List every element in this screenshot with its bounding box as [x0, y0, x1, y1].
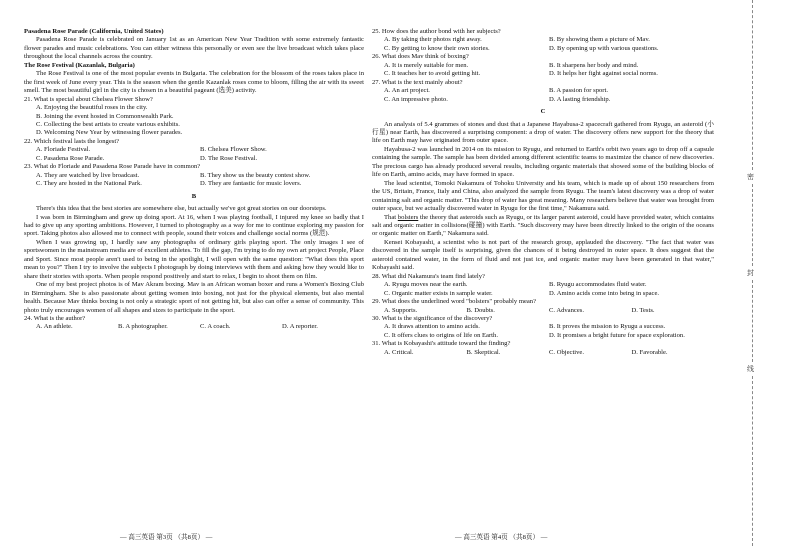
paragraph-b1: There's this idea that the best stories are somewhere else, but actually we've got great stories on our doorsteps. [36, 205, 327, 213]
c4-text-pre: That [384, 213, 398, 221]
question-28: 28. What did Nakamura's team find lately? [372, 272, 485, 280]
c4-text-post: the theory that asteroids such as Ryugu, or its larger parent asteroid, could have provided water, which contains salt and organic matter in collisions(碰撞) with Earth. "Such discovery may have been directly linked to the origin of the oceans or organic matter on Earth," Nakamura said. [372, 213, 715, 238]
paragraph-pasadena: Pasadena Rose Parade is celebrated on January 1st as an American New Year Tradition with some extremely fantastic flower parades and music celebrations. You can either witness this personally or even see the live broadcast which takes place throughout the local channels across the country. [24, 36, 364, 61]
question-25: 25. How does the author bond with her subjects? [372, 28, 501, 35]
option-21b: B. Joining the event hosted in Commonwealth Park. [36, 112, 174, 120]
binding-char-3: 线 [747, 365, 754, 373]
options-23 [24, 172, 364, 189]
right-column [372, 28, 714, 357]
binding-char-1: 密 [747, 173, 754, 181]
option-25c: C. By getting to know their own stories. [384, 44, 490, 52]
underlined-word-bolsters: bolsters [397, 213, 419, 221]
binding-dash-4 [752, 376, 753, 546]
option-26d: D. It helps her fight against social norms. [549, 70, 658, 78]
binding-dash-3 [752, 280, 753, 362]
option-21d: D. Welcoming New Year by witnessing flower parades. [36, 129, 183, 137]
option-29b: B. Doubts. [466, 306, 495, 314]
option-22a: A. Floriade Festival. [36, 146, 91, 154]
option-30a: A. It draws attention to amino acids. [384, 323, 480, 331]
question-31: 31. What is Kobayashi's attitude toward the finding? [372, 340, 511, 348]
left-column [24, 28, 364, 332]
options-22 [24, 146, 364, 163]
option-29a: A. Supports. [384, 306, 418, 314]
question-22: 22. Which festival lasts the longest? [24, 137, 120, 145]
heading-pasadena: Pasadena Rose Parade (California, United States) [24, 28, 164, 35]
option-28b: B. Ryugu accommodates fluid water. [549, 281, 647, 289]
binding-margin [723, 0, 783, 546]
page-footer-right: — 高三英语 第4页 （共8页） — [455, 534, 548, 541]
option-22c: C. Pasadena Rose Parade. [36, 154, 105, 162]
question-23: 23. What do Floriade and Pasadena Rose Parade have in common? [24, 163, 201, 171]
question-27: 27. What is the text mainly about? [372, 78, 463, 86]
options-24 [24, 323, 364, 331]
options-30 [372, 323, 714, 340]
paragraph-c1: An analysis of 5.4 grammes of stones and dust that a Japanese Hayabusa-2 spacecraft gathered from Ryugu, an asteroid (小行星) near Earth, has discovered a surprising component: a drop of water. The discovery offers new support for the theory that life on Earth may have originated from outer space. [372, 120, 714, 145]
options-25 [372, 36, 714, 53]
option-22d: D. The Rose Festival. [200, 154, 258, 162]
section-c-title: C [540, 108, 546, 116]
heading-rose-festival: The Rose Festival (Kazanlak, Bulgaria) [24, 61, 135, 69]
question-30: 30. What is the significance of the discovery? [372, 314, 493, 322]
paragraph-rose-festival: The Rose Festival is one of the most popular events in Bulgaria. The celebration for the blossom of the roses takes place in the first week of June every year. This is the season when the gentle Kazanlak roses come to bloom, filling the air with its sweet smell. The most beautiful girl in the city is chosen in a beautiful pageant (选美) activity. [24, 70, 364, 95]
option-22b: B. Chelsea Flower Show. [200, 146, 267, 154]
option-31a: A. Critical. [384, 348, 414, 356]
option-31d: D. Favorable. [631, 348, 668, 356]
option-24d: D. A reporter. [282, 323, 318, 331]
options-26 [372, 62, 714, 79]
option-26c: C. It teaches her to avoid getting hit. [384, 70, 481, 78]
page-footer-left: — 高三英语 第3页 （共8页） — [120, 534, 213, 541]
option-24b: B. A photographer. [118, 323, 168, 331]
option-25a: A. By taking their photos right away. [384, 36, 482, 44]
paragraph-c2: Hayabusa-2 was launched in 2014 on its mission to Ryugu, and returned to Earth's orbit two years ago to drop off a capsule containing the sample. The sample has been divided among different scientific teams to maximize the chance of new discoveries. The precious cargo has already produced several results, including organic materials that showed some of the building blocks of life on Earth, amino acids, may have formed in space. [372, 145, 714, 179]
option-26b: B. It sharpens her body and mind. [549, 61, 639, 69]
paragraph-b3: When I was growing up, I hardly saw any photographs of ordinary girls playing sport. The only images I see of sportswomen in the mainstream media are of excellent athletes. To fill the gap, I'm trying to do my own art project People, Place and Sport. Since most people aren't used to being in the spotlight, I will open with the same question: "What does this sport mean to you?" Then I try to involve the subjects I photograph by doing interviews with them and asking how they would like to share their stories with sports. When people respond positively and start to relax, I begin to shoot them on film. [24, 238, 364, 280]
options-28 [372, 281, 714, 298]
options-29 [372, 307, 714, 315]
option-21c: C. Collecting the best artists to create various exhibits. [36, 120, 180, 128]
option-28d: D. Amino acids come into being in space. [549, 289, 660, 297]
option-30b: B. It proves the mission to Ryugu a success. [549, 323, 666, 331]
option-29d: D. Tests. [631, 306, 655, 314]
options-27 [372, 87, 714, 104]
option-25b: B. By showing them a picture of Mav. [549, 36, 650, 44]
option-27d: D. A lasting friendship. [549, 95, 611, 103]
option-31b: B. Skeptical. [466, 348, 501, 356]
paragraph-b4: One of my best project photos is of Mav Akram boxing. Mav is an African woman boxer and runs a Women's Boxing Club in Birmingham. She is also passionate about getting women into boxing, not just for the physical elements, but also mental health. Because Mav thinks boxing is not only a strategic sport of not getting hit, but also can offer a sense of community. This photo truly encourages women of all shapes and sizes to participate in the sport. [24, 281, 364, 314]
option-28a: A. Ryugu moves near the earth. [384, 281, 468, 289]
options-31 [372, 349, 714, 357]
question-26: 26. What does Mav think of boxing? [372, 53, 469, 61]
option-21a: A. Enjoying the beautiful roses in the city. [36, 104, 148, 112]
binding-dash-2 [752, 184, 753, 266]
option-30c: C. It offers clues to origins of life on Earth. [384, 331, 498, 339]
option-23c: C. They are hosted in the National Park. [36, 180, 142, 188]
option-27c: C. An impressive photo. [384, 95, 448, 103]
option-23d: D. They are fantastic for music lovers. [200, 180, 302, 188]
option-29c: C. Advances. [549, 306, 584, 314]
binding-dash-1 [752, 0, 753, 170]
option-26a: A. It is merely suitable for men. [384, 61, 469, 69]
option-27a: A. An art project. [384, 87, 430, 95]
question-29: 29. What does the underlined word "bolsters" probably mean? [372, 298, 537, 306]
option-24a: A. An athlete. [36, 323, 73, 331]
question-21: 21. What is special about Chelsea Flower Show? [24, 95, 153, 103]
question-24: 24. What is the author? [24, 314, 86, 322]
option-30d: D. It promises a bright future for space exploration. [549, 331, 685, 339]
option-28c: C. Organic matter exists in sample water. [384, 289, 493, 297]
paragraph-c5: Kensei Kobayashi, a scientist who is not part of the research group, applauded the discovery. "The fact that water was discovered in the sample itself is surprising, given the chances of it being destroyed in outer space. It does suggest that the asteroid contained water, in the form of fluid and not just ice, and organic matter may have been generated in that water," Kobayashi said. [372, 238, 714, 272]
paragraph-c3: The lead scientist, Tomoki Nakamura of Tohoku University and his team, which is made up of about 150 researchers from the US, Britain, France, Italy and China, also analyzed the sample from Ryugu. The team's latest discovery was a drop of water containing salt and organic matter. "This drop of water has great meaning. Many researchers believe that water was brought from outer space, but we actually discovered water in Ryugu for the first time," Nakamura said. [372, 179, 714, 213]
option-31c: C. Objective. [549, 348, 584, 356]
section-b-title: B [191, 192, 197, 200]
binding-char-2: 封 [747, 269, 754, 277]
option-23a: A. They are watched by live broadcast. [36, 171, 140, 179]
option-25d: D. By opening up with various questions. [549, 44, 659, 52]
paragraph-c4 [372, 214, 714, 239]
option-24c: C. A coach. [200, 323, 231, 331]
paragraph-b2: I was born in Birmingham and grew up doing sport. At 16, when I was playing football, I injured my knee so badly that I had to give up any sporting ambitions. However, I turned to photography as a way for me to continue exploring my passion for sport. Taking photos also allowed me to connect with people, sound their voices and challenge social norms (规范). [24, 213, 364, 238]
option-23b: B. They show us the beauty contest show. [200, 171, 311, 179]
option-27b: B. A passion for sport. [549, 87, 608, 95]
